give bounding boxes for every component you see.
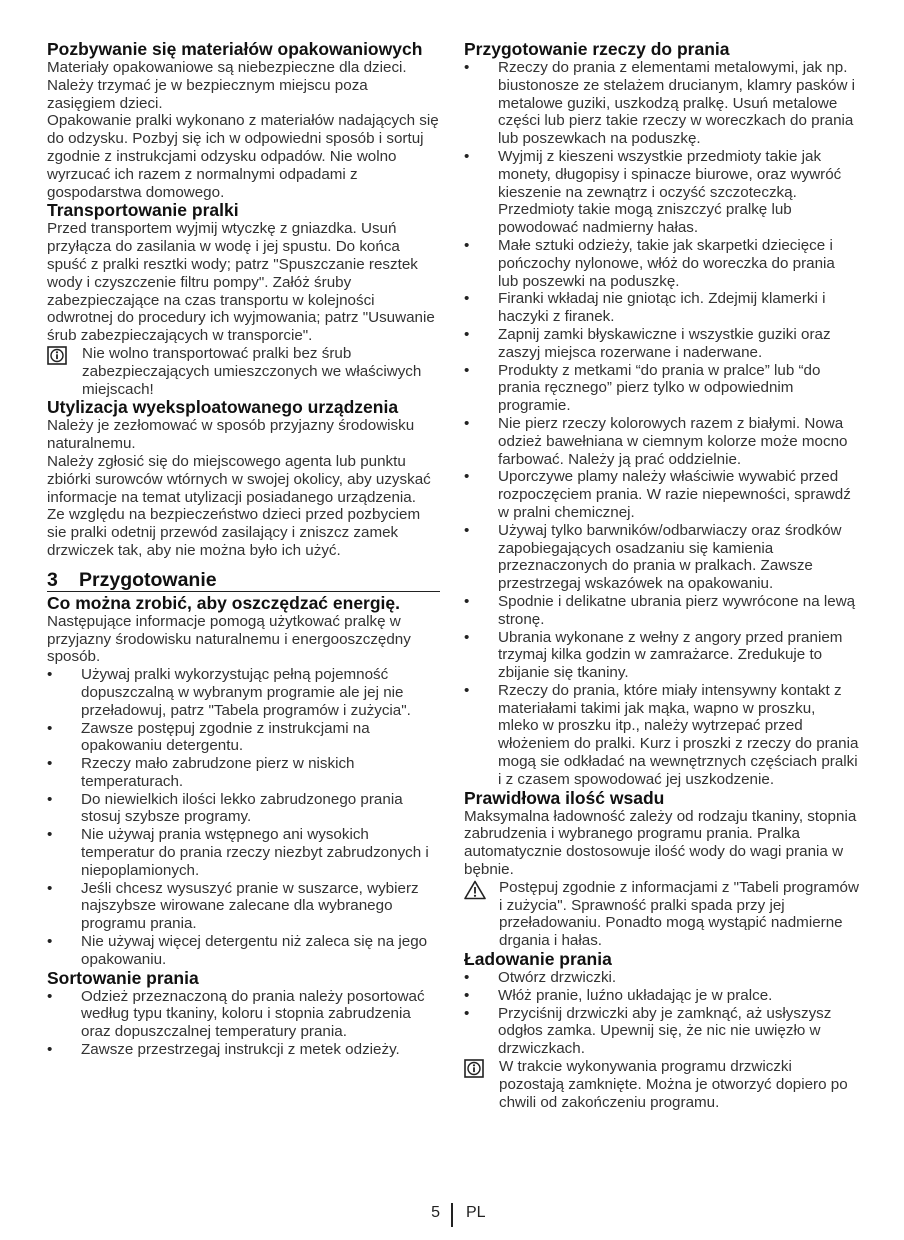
list-item: • Uporczywe plamy należy właściwie wywabić przed rozpoczęciem prania. W razie niepewności, sprawdź w pralni chemicznej. [464,468,859,521]
list-item: • Ubrania wykonane z wełny z angory przed praniem trzymaj kilka godzin w zamrażarce. Zredukuje to zbijanie się tkaniny. [464,629,859,682]
list-item: • Spodnie i delikatne ubrania pierz wywrócone na lewą stronę. [464,593,859,629]
paragraph: Maksymalna ładowność zależy od rodzaju tkaniny, stopnia zabrudzenia i wybranego programu prania. Pralka automatycznie dostosowuje ilość wody do wagi prania w bębnie. [464,807,857,879]
language-code: PL [466,1204,486,1221]
footer-divider [451,1203,453,1227]
note-text: Nie wolno transportować pralki bez śrub zabezpieczających umieszczonych we właściwych miejscach! [82,344,422,398]
warning-text: Postępuj zgodnie z informacjami z "Tabeli programów i zużycia". Sprawność pralki spada przy jej przeładowaniu. Ponadto mogą wystąpić nadmierne drgania i hałas. [499,878,859,950]
list-item: • Rzeczy do prania z elementami metalowymi, jak np. biustonosze ze stelażem drucianym, klamry pasków i metalowe guziki, uszkodzą pralkę. Usuń metalowe części lub pierz takie rzeczy w woreczkach do prania lub poszewkach na poduszkę. [464,59,859,148]
list-item: • Produkty z metkami “do prania w pralce” lub “do prania ręcznego” pierz tylko w odpowiednim programie. [464,362,859,415]
list-item: • Otwórz drzwiczki. [464,969,859,987]
heading-transport: Transportowanie pralki [47,200,239,221]
chapter-number: 3 [47,568,58,591]
list-item: • Zapnij zamki błyskawiczne i wszystkie guziki oraz zaszyj miejsca rozerwane i naderwane. [464,326,859,362]
loading-list [464,969,859,1058]
heading-loading: Ładowanie prania [464,949,612,970]
list-item: • Do niewielkich ilości lekko zabrudzonego prania stosuj szybsze programy. [47,791,440,827]
paragraph: Ze względu na bezpieczeństwo dzieci przed pozbyciem sie pralki odetnij przewód zasilający i zniszcz zamek drzwiczek tak, aby nie można było ich użyć. [47,506,421,559]
list-item: • Używaj pralki wykorzystując pełną pojemność dopuszczalną w wybranym programie ale jej nie przeładowuj, patrz "Tabela programów i zużycia". [47,666,440,719]
heading-preparing-laundry: Przygotowanie rzeczy do prania [464,39,730,59]
list-item: • Włóż pranie, luźno układając je w pralce. [464,987,859,1005]
paragraph: Następujące informacje pomogą użytkować pralkę w przyjazny środowisku naturalnemu i energooszczędny sposób. [47,612,411,666]
heading-sorting: Sortowanie prania [47,967,199,988]
chapter-title [47,569,440,592]
list-item: • Rzeczy mało zabrudzone pierz w niskich temperaturach. [47,755,440,791]
chapter-name: Przygotowanie [79,568,217,591]
warning-note [464,879,859,950]
list-item: • Małe sztuki odzieży, takie jak skarpetki dziecięce i pończochy nylonowe, włóż do woreczka do prania lub poszewki na poduszkę. [464,237,859,290]
energy-tips-list [47,666,440,969]
list-item: • Nie używaj prania wstępnego ani wysokich temperatur do prania rzeczy niezbyt zabrudzonych i niepoplamionych. [47,826,440,879]
note-text: W trakcie wykonywania programu drzwiczki pozostają zamknięte. Można je otworzyć dopiero po chwili od zakończeniu programu. [499,1058,848,1111]
info-note [464,1058,859,1111]
heading-packaging-disposal: Pozbywanie się materiałów opakowaniowych [47,39,423,59]
preparing-list [464,59,859,789]
list-item: • Używaj tylko barwników/odbarwiaczy oraz środków zapobiegających osadzaniu się kamienia przeznaczonych do prania w pralkach. Zawsze przestrzegaj wskazówek na opakowaniu. [464,522,859,593]
paragraph: Należy zgłosić się do miejscowego agenta lub punktu zbiórki surowców wtórnych w swojej okolicy, aby uzyskać informacje na temat utylizacji posiadanego urządzenia. [47,452,431,506]
list-item: • Nie pierz rzeczy kolorowych razem z białymi. Nowa odzież bawełniana w ciemnym kolorze może mocno farbować. Należy ją prać oddzielnie. [464,415,859,468]
list-item: • Jeśli chcesz wysuszyć pranie w suszarce, wybierz najszybsze wirowane zalecane dla wybranego programu prania. [47,880,440,933]
heading-load-capacity: Prawidłowa ilość wsadu [464,787,665,808]
list-item: • Rzeczy do prania, które miały intensywny kontakt z materiałami takimi jak mąka, wapno w proszku, mleko w proszku itp., należy wytrzepać przed włożeniem do pralki. Kurz i proszki z rzeczy do prania mogą sie odkładać na wewnętrznych częściach pralki i z czasem spowodować jej uszkodzenie. [464,682,859,789]
list-item: • Odzież przeznaczoną do prania należy posortować według typu tkaniny, koloru i stopnia zabrudzenia oraz dopuszczalnej temperatury prania. [47,988,440,1041]
list-item: • Zawsze przestrzegaj instrukcji z metek odzieży. [47,1041,440,1059]
heading-energy-saving: Co można zrobić, aby oszczędzać energię. [47,592,401,613]
list-item: • Zawsze postępuj zgodnie z instrukcjami na opakowaniu detergentu. [47,720,440,756]
info-icon [464,1059,490,1079]
paragraph: Opakowanie pralki wykonano z materiałów nadających się do odzysku. Pozbyj się ich w odpowiedni sposób i sortuj zgodnie z instrukcjami odzysku odpadów. Nie wolno wyrzucać ich razem z normalnymi odpadami z gospodarstwa domowego. [47,112,439,201]
list-item: • Wyjmij z kieszeni wszystkie przedmioty takie jak monety, długopisy i spinacze biurowe, oraz wywróć kieszenie na zewnątrz i oczyść szczoteczką. Przedmioty takie mogą zniszczyć pralkę lub powodować nadmierny hałas. [464,148,859,237]
list-item: • Nie używaj więcej detergentu niż zaleca się na jego opakowaniu. [47,933,440,969]
left-column [47,40,440,1059]
paragraph: Należy je zezłomować w sposób przyjazny środowisku naturalnemu. [47,417,415,453]
list-item: • Przyciśnij drzwiczki aby je zamknąć, aż usłyszysz odgłos zamka. Upewnij się, że nic nie uwięzło w drzwiczkach. [464,1005,859,1058]
paragraph: Materiały opakowaniowe są niebezpieczne dla dzieci. Należy trzymać je w bezpiecznym miejscu poza zasięgiem dzieci. [47,59,407,112]
info-note [47,345,440,398]
paragraph: Przed transportem wyjmij wtyczkę z gniazdka. Usuń przyłącza do zasilania w wodę i jej spustu. Do końca spuść z pralki resztki wody; patrz "Spuszczanie resztek wody i czyszczenie filtru pompy". Załóż śruby zabezpieczające na czas transportu w kolejności odwrotnej do procedury ich wyjmowania; patrz "Usuwanie śrub zabezpieczających w transporcie". [47,220,435,345]
list-item: • Firanki wkładaj nie gniotąc ich. Zdejmij klamerki i haczyki z firanek. [464,290,859,326]
page-number: 5 [431,1204,440,1221]
right-column [464,40,859,1111]
page-footer [0,1204,904,1228]
info-icon [47,346,73,366]
warning-icon [464,880,490,900]
heading-disposal-device: Utylizacja wyeksploatowanego urządzenia [47,397,399,418]
sorting-list [47,988,440,1059]
